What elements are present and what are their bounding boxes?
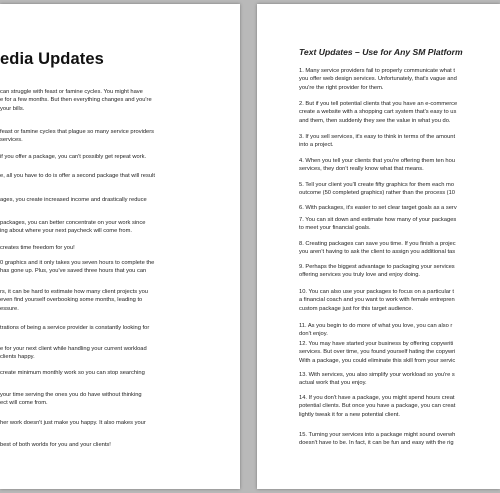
text-line: potential clients. But once you have a package, you can creat <box>299 403 456 410</box>
text-line: your time serving the ones you do have without thinking <box>0 392 142 398</box>
paragraph <box>0 345 240 362</box>
text-line: 11. As you begin to do more of what you love, you can also r <box>299 323 453 329</box>
text-line: actual work that you enjoy. <box>299 380 367 387</box>
text-line: With a package, you could eliminate this skill from your servic <box>299 357 456 364</box>
text-line: 9. Perhaps the biggest advantage to packaging your services <box>299 264 455 270</box>
paragraph <box>0 244 240 252</box>
text-line: rs, it can be hard to estimate how many client projects you <box>0 289 148 295</box>
text-line: essure. <box>0 305 19 312</box>
text-line: you aren't having to ask the client to assign you additional tas <box>299 249 456 256</box>
text-line: to meet your financial goals. <box>299 225 371 232</box>
text-line: creates time freedom for you! <box>0 245 75 251</box>
text-line: feast or famine cycles that plague so many service providers <box>0 129 155 135</box>
text-line: ages, you create increased income and drastically reduce <box>0 197 147 203</box>
text-line: has gone up. Plus, you've saved three hours that you can <box>0 268 147 275</box>
paragraph <box>0 419 240 427</box>
text-line: lightly tweak it for a new potential client. <box>299 411 400 418</box>
paragraph <box>0 324 240 332</box>
text-line: clients happy. <box>0 354 35 361</box>
text-line: into a project. <box>299 142 334 149</box>
text-line: a financial coach and you want to work with female entrepren <box>299 297 455 304</box>
text-line: 0 graphics and it only takes you seven hours to complete the <box>0 260 155 266</box>
paragraph <box>299 340 500 365</box>
text-line: and them, then suddenly they see the value in what you do. <box>299 117 451 124</box>
text-line: 13. With services, you also simplify your workload so you're s <box>299 372 455 378</box>
paragraph <box>0 259 240 276</box>
paragraph <box>299 133 500 150</box>
text-line: you're the right provider for them. <box>299 84 384 91</box>
text-line: 2. But if you tell potential clients that you have an e-commerce <box>299 101 458 107</box>
text-line: custom package just for this target audience. <box>299 305 414 312</box>
paragraph <box>0 196 240 204</box>
text-line: 1. Many service providers fail to properly communicate what t <box>299 68 455 74</box>
paragraph <box>0 153 240 161</box>
text-line: 12. You may have started your business by offering copywriti <box>299 341 454 347</box>
section-heading: Text Updates – Use for Any SM Platform <box>299 47 463 57</box>
paragraph <box>0 288 240 313</box>
text-line: 4. When you tell your clients that you're offering them ten hou <box>299 158 456 164</box>
paragraph <box>299 431 500 448</box>
page-title: edia Updates <box>0 50 104 68</box>
text-line: her work doesn't just make you happy. It also makes your <box>0 420 146 426</box>
paragraph <box>0 391 240 408</box>
text-line: e for a few months. But then everything changes and you're <box>0 97 152 104</box>
text-line: don't enjoy. <box>299 331 328 338</box>
text-line: 6. With packages, it's easier to set clear target goals as a serv <box>299 205 457 211</box>
text-line: 7. You can sit down and estimate how many of your packages <box>299 217 457 223</box>
text-line: your bills. <box>0 105 25 112</box>
text-line: services, they don't really know what that means. <box>299 166 424 173</box>
paragraph <box>299 263 500 280</box>
text-line: 3. If you sell services, it's easy to think in terms of the amount <box>299 134 456 140</box>
paragraph <box>299 100 500 125</box>
document-page-left <box>0 4 240 489</box>
paragraph <box>0 172 240 180</box>
paragraph <box>299 67 500 92</box>
paragraph <box>299 157 500 174</box>
paragraph <box>299 204 500 212</box>
paragraph <box>299 394 500 419</box>
text-line: e, all you have to do is offer a second package that will result <box>0 173 155 179</box>
text-line: even find yourself overbooking some months, leading to <box>0 297 143 304</box>
paragraph <box>299 288 500 313</box>
paragraph <box>0 219 240 236</box>
paragraph <box>299 371 500 388</box>
text-line: you offer web design services. Unfortunately, that's vague and <box>299 76 457 83</box>
text-line: ect will come from. <box>0 400 48 407</box>
text-line: 8. Creating packages can save you time. If you finish a projec <box>299 241 456 247</box>
text-line: e for your next client while handling your current workload <box>0 346 147 352</box>
paragraph <box>299 181 500 198</box>
text-line: services. <box>0 137 23 144</box>
text-line: offering services you truly love and enjoy doing. <box>299 272 421 279</box>
text-line: can struggle with feast or famine cycles. You might have <box>0 89 143 95</box>
paragraph <box>299 240 500 257</box>
paragraph <box>0 441 240 449</box>
text-line: packages, you can better concentrate on your work since <box>0 220 146 226</box>
text-line: 14. If you don't have a package, you might spend hours creat <box>299 395 455 401</box>
text-line: 5. Tell your client you'll create fifty graphics for them each mo <box>299 182 455 188</box>
text-line: if you offer a package, you can't possibly get repeat work. <box>0 154 147 160</box>
text-line: create minimum monthly work so you can stop searching <box>0 370 145 376</box>
paragraph <box>299 322 500 339</box>
paragraph <box>0 88 240 113</box>
text-line: ing about where your next paycheck will come from. <box>0 228 132 235</box>
text-line: 10. You can also use your packages to focus on a particular t <box>299 289 455 295</box>
text-line: best of both worlds for you and your clients! <box>0 442 111 448</box>
paragraph <box>0 369 240 377</box>
text-line: doesn't have to be. In fact, it can be fun and easy with the rig <box>299 440 454 447</box>
text-line: 15. Turning your services into a package might sound overwh <box>299 432 456 438</box>
paragraph <box>0 128 240 145</box>
text-line: trations of being a service provider is constantly looking for <box>0 325 150 331</box>
text-line: outcome (50 completed graphics) rather than the process (10 <box>299 190 455 197</box>
text-line: services. But over time, you found yourself hating the copywri <box>299 349 456 356</box>
document-page-right <box>257 4 500 489</box>
text-line: create a website with a shopping cart system that's easy to us <box>299 109 457 116</box>
paragraph <box>299 216 500 233</box>
